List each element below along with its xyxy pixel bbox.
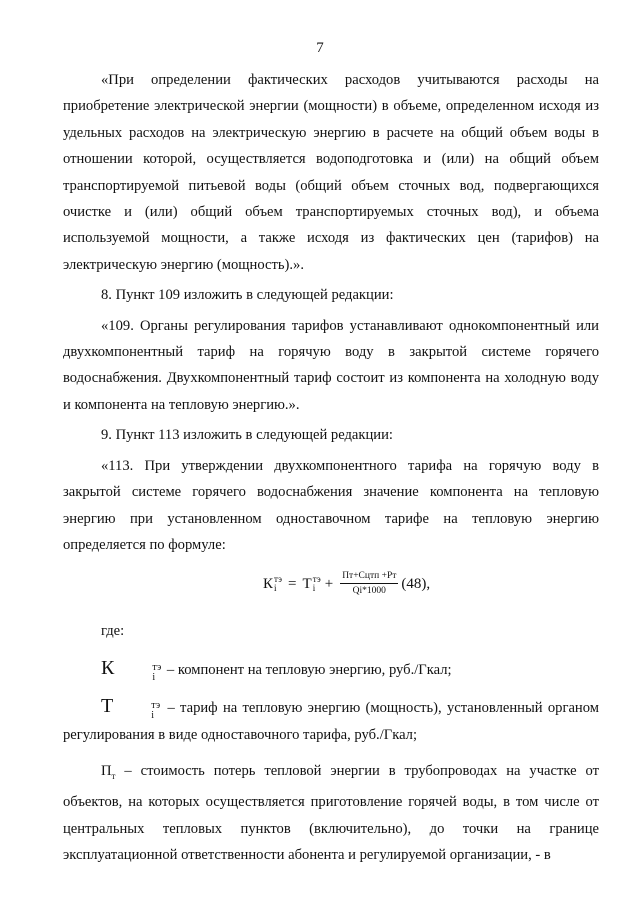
formula-k-sup: тэ: [274, 573, 283, 584]
def-t-sub: i: [151, 710, 154, 722]
definition-k: [63, 655, 599, 683]
paragraph-item-8: 8. Пункт 109 изложить в следующей редакции:: [101, 287, 394, 304]
formula-k-symbol: К: [263, 575, 274, 592]
definition-t: [63, 693, 599, 748]
def-k-symbol: К: [101, 656, 115, 679]
paragraph-expenses: «При определении фактических расходов учитываются расходы на приобретение электрической энергии (мощности) в объеме, определенном исходя из удельных расходов на электрическую энергию в расчете на общий объем воды в отношении которой, осуществляется водоподготовка и (или) на общий объем транспортируемой питьевой воды (общий объем сточных вод, подвергающихся очистке и (или) общий объем транспортируемых сточных вод), и объема используемой мощности, а также исходя из фактических цен (тарифов) на электрическую энергию (мощность).».: [63, 72, 599, 273]
def-k-sup: тэ: [152, 661, 162, 673]
where-label: где:: [101, 623, 125, 640]
formula-plus: +: [324, 575, 334, 592]
def-t-text: – тариф на тепловую энергию (мощность), установленный органом регулирования в виде одноставочного тарифа, руб./Гкал;: [63, 700, 599, 743]
formula-k-sub: i: [274, 582, 277, 593]
formula-numerator: Пт+Сцтп +Рт: [340, 570, 398, 584]
def-k-text: – компонент на тепловую энергию, руб./Гкал;: [163, 661, 452, 678]
formula-fraction: [340, 570, 398, 597]
def-p-sub: т: [111, 770, 116, 781]
formula-t-sup: тэ: [312, 573, 321, 584]
def-p-symbol: П: [101, 762, 112, 779]
def-t-sup: тэ: [151, 700, 161, 712]
paragraph-113: «113. При утверждении двухкомпонентного тарифа на горячую воду в закрытой системе горячего водоснабжения значение компонента на тепловую энергию при установленном одноставочном тарифе на тепловую энергию определяется по формуле:: [63, 457, 599, 553]
document-body: [63, 67, 599, 868]
def-k-sub: i: [152, 671, 156, 683]
definition-p: [63, 758, 599, 869]
formula-t-sub: i: [312, 582, 316, 593]
formula-equals: =: [288, 575, 297, 592]
paragraph-item-9: 9. Пункт 113 изложить в следующей редакции:: [101, 427, 393, 444]
paragraph-109: «109. Органы регулирования тарифов устанавливают однокомпонентный или двухкомпонентный тариф на горячую воду в закрытой системе горячего водоснабжения. Двухкомпонентный тариф состоит из компонента на холодную воду и компонента на тепловую энергию.».: [63, 317, 599, 413]
def-t-symbol: Т: [101, 695, 114, 718]
def-p-text: – стоимость потерь тепловой энергии в трубопроводах на участке от объектов, на которых осуществляется приготовление горячей воды, в том числе от центральных тепловых пунктов (включительно), до точки на границе эксплуатационной ответственности абонента и регулируемой организации, - в: [63, 762, 599, 864]
formula-t-symbol: Т: [302, 575, 312, 592]
page-number: 7: [316, 40, 324, 56]
formula-48: [63, 568, 599, 612]
formula-number: (48),: [401, 575, 431, 592]
formula-denominator: Qi*1000: [352, 586, 386, 597]
